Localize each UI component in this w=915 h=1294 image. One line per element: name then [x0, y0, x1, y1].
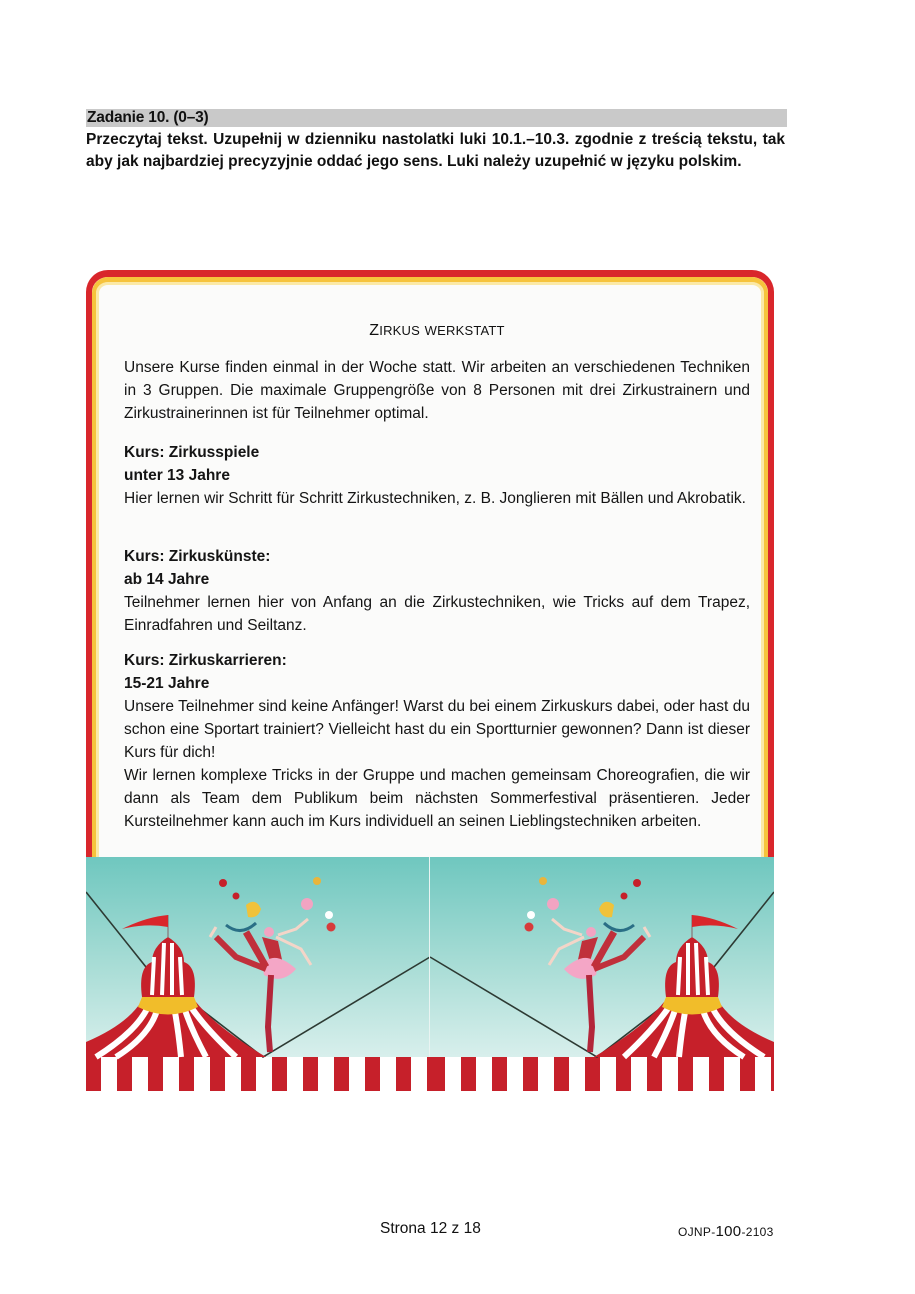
course-description: Unsere Teilnehmer sind keine Anfänger! Warst du bei einem Zirkuskurs dabei, oder hast du schon eine Sportart trainiert? Vielleicht hast du ein Sportturnier gewonnen? Dann ist dieser Kurs für dich!	[124, 698, 750, 761]
course-description: Hier lernen wir Schritt für Schritt Zirkustechniken, z. B. Jonglieren mit Bällen und Akrobatik.	[124, 490, 746, 507]
course-description: Teilnehmer lernen hier von Anfang an die Zirkustechniken, wie Tricks auf dem Trapez, Einradfahren und Seiltanz.	[124, 594, 750, 634]
tightrope-juggler-icon	[430, 857, 774, 1091]
course-age: unter 13 Jahre	[124, 467, 230, 484]
panel-divider	[429, 857, 430, 1057]
task-instructions: Przeczytaj tekst. Uzupełnij w dzienniku nastolatki luki 10.1.–10.3. zgodnie z treścią tekstu, tak aby jak najbardziej precyzyjnie oddać jego sens. Luki należy uzupełnić w języku polskim.	[86, 131, 785, 170]
circus-illustration	[86, 857, 774, 1091]
course-name: Kurs: Zirkuskarrieren:	[124, 652, 287, 669]
exam-code	[678, 1223, 774, 1240]
exam-code-mid: 100	[715, 1223, 742, 1240]
intro-paragraph: Unsere Kurse finden einmal in der Woche statt. Wir arbeiten an verschiedenen Techniken in 3 Gruppen. Die maximale Gruppengröße von 8 Personen mit drei Zirkustrainern und Zirkustrainerinnen ist für Teilnehmer optimal.	[124, 359, 750, 422]
title-initial: Z	[369, 322, 380, 339]
illustration-panel-left	[86, 857, 430, 1091]
title-rest: IRKUS	[379, 323, 420, 338]
article-intro	[124, 356, 750, 425]
course-zirkusspiele	[124, 441, 750, 510]
tightrope-juggler-icon	[86, 857, 430, 1091]
course-zirkuskuenste	[124, 545, 750, 637]
course-zirkuskarrieren	[124, 649, 750, 833]
exam-code-suffix: -2103	[741, 1225, 774, 1239]
illustration-panel-right	[430, 857, 774, 1091]
title-second-word: WERKSTATT	[424, 323, 505, 338]
exam-code-prefix: OJNP-	[678, 1225, 716, 1239]
article-title	[124, 322, 750, 340]
page-number: Strona 12 z 18	[380, 1220, 481, 1237]
course-age: 15-21 Jahre	[124, 675, 210, 692]
task-title: Zadanie 10. (0–3)	[87, 109, 209, 126]
course-name: Kurs: Zirkuskünste:	[124, 548, 271, 565]
course-name: Kurs: Zirkusspiele	[124, 444, 260, 461]
course-description-2: Wir lernen komplexe Tricks in der Gruppe und machen gemeinsam Choreografien, die wir dann als Team dem Publikum beim nächsten Sommerfestival präsentieren. Jeder Kursteilnehmer kann auch im Kurs individuell an seinen Lieblingstechniken arbeiten.	[124, 767, 750, 830]
task-header	[86, 109, 787, 127]
course-age: ab 14 Jahre	[124, 571, 210, 588]
